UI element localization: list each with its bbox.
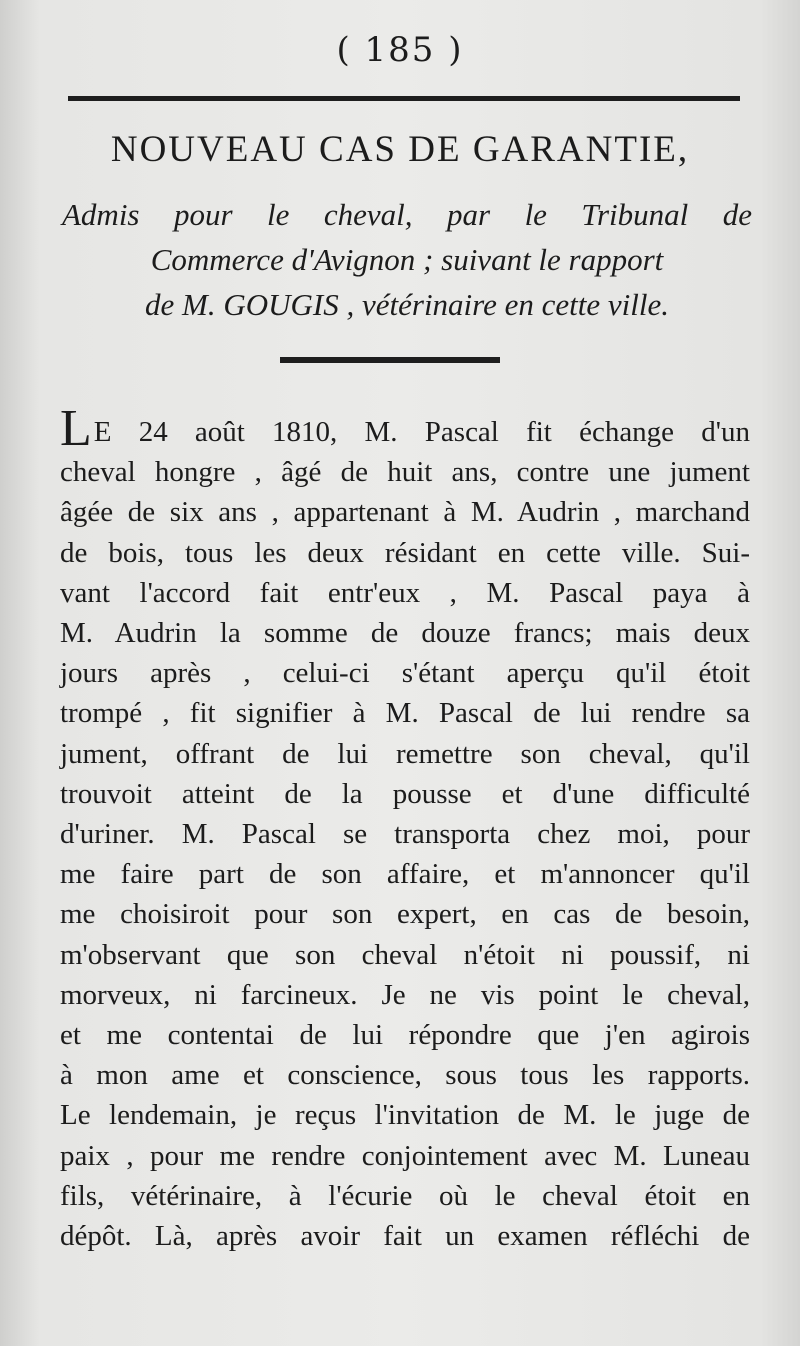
body-line: trompé , fit signifier à M. Pascal de lui rendre sa [60, 697, 750, 730]
first-line-text: E 24 août 1810, M. Pascal fit échange d'un [93, 416, 750, 448]
body-line: m'observant que son cheval n'étoit ni poussif, ni [60, 938, 750, 971]
body-text [60, 400, 750, 1256]
page-number: ( 185 ) [336, 30, 464, 70]
body-line: morveux, ni farcineux. Je ne vis point le cheval, [60, 978, 750, 1011]
header-rule [68, 96, 740, 101]
body-line: M. Audrin la somme de douze francs; mais deux [60, 617, 750, 650]
body-line: de bois, tous les deux résidant en cette ville. Sui- [60, 536, 750, 569]
body-line: vant l'accord fait entr'eux , M. Pascal paya à [60, 576, 750, 609]
body-line [60, 400, 750, 457]
body-line: jours après , celui-ci s'étant aperçu qu'il étoit [60, 657, 750, 690]
article-subtitle [62, 192, 752, 327]
body-line: dépôt. Là, après avoir fait un examen réfléchi de [60, 1220, 750, 1253]
body-line: paix , pour me rendre conjointement avec M. Luneau [60, 1139, 750, 1172]
body-line: jument, offrant de lui remettre son cheval, qu'il [60, 737, 750, 770]
subtitle-line: Commerce d'Avignon ; suivant le rapport [150, 242, 664, 277]
body-line: trouvoit atteint de la pousse et d'une difficulté [60, 777, 750, 810]
subtitle-line: Admis pour le cheval, par le Tribunal de [62, 197, 752, 232]
section-rule [280, 357, 500, 363]
subtitle-line: de M. GOUGIS , vétérinaire en cette ville. [145, 287, 669, 322]
drop-cap: L [60, 400, 92, 457]
body-line: fils, vétérinaire, à l'écurie où le cheval étoit en [60, 1179, 750, 1212]
body-line: à mon ame et conscience, sous tous les rapports. [60, 1059, 750, 1092]
article-title: NOUVEAU CAS DE GARANTIE, [110, 129, 690, 170]
body-line: Le lendemain, je reçus l'invitation de M. le juge de [60, 1099, 750, 1132]
body-line: et me contentai de lui répondre que j'en agirois [60, 1019, 750, 1052]
body-line: âgée de six ans , appartenant à M. Audrin , marchand [60, 496, 750, 529]
body-line: me choisiroit pour son expert, en cas de besoin, [60, 898, 750, 931]
body-line: cheval hongre , âgé de huit ans, contre une jument [60, 456, 750, 489]
body-line: d'uriner. M. Pascal se transporta chez moi, pour [60, 818, 750, 851]
body-line: me faire part de son affaire, et m'annoncer qu'il [60, 858, 750, 891]
